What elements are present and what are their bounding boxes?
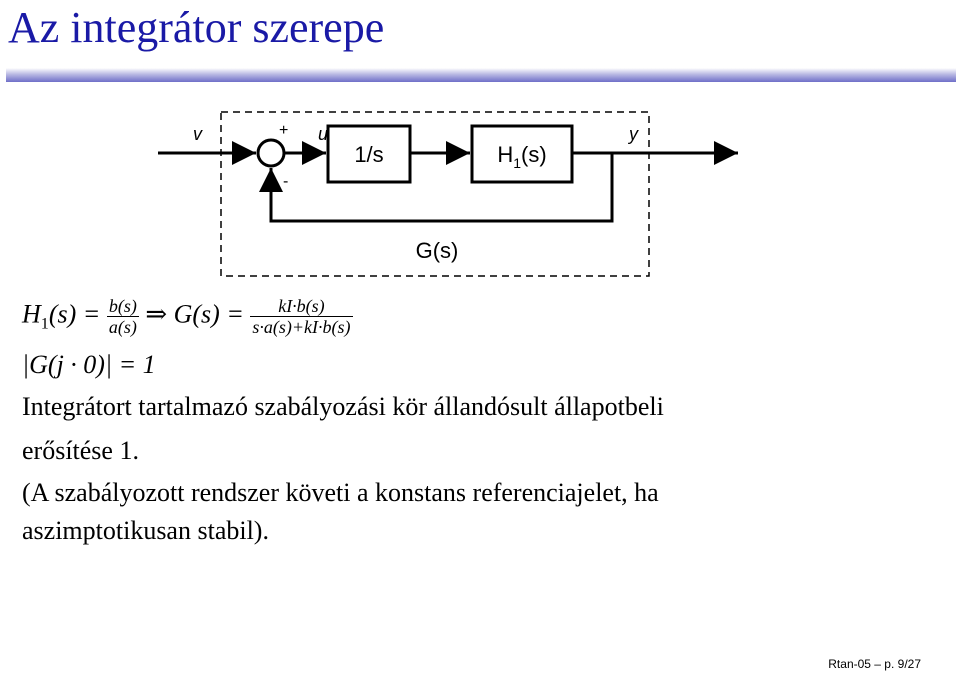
- page-footer: Rtan-05 – p. 9/27: [828, 657, 921, 671]
- h1-label: $H_1(s)$: [497, 142, 547, 171]
- implies-symbol: ⇒: [145, 299, 168, 329]
- minus-sign: -: [283, 173, 289, 190]
- h1-fraction: $\frac{b(s)}{a(s)}$: [108, 296, 137, 337]
- output-label: y: [629, 124, 638, 144]
- block-diagram: [0, 0, 960, 300]
- input-label: v: [193, 124, 202, 144]
- integrator-label: 1/s: [354, 142, 384, 167]
- text-line-3: (A szabályozott rendszer követi a konstans referenciajelet, ha: [22, 478, 659, 507]
- plus-sign: +: [279, 122, 289, 139]
- slide-title: Az integrátor szerepe: [8, 3, 385, 52]
- text-line-2: erősítése 1.: [22, 436, 139, 465]
- group-label: G(s): [415, 238, 459, 263]
- h1-equation: $H_1(s)$ = $\frac{b(s)}{a(s)}$ ⇒ G(s) = $\frac{kI\cdot b(s)}{s\cdot a(s)+kI\cdot b(s)}$: [22, 296, 351, 337]
- g-fraction: $\frac{kI\cdot b(s)}{s\cdot a(s)+kI\cdot b(s)}$: [252, 296, 351, 337]
- text-line-4: aszimptotikusan stabil).: [22, 516, 269, 545]
- summing-junction: [258, 140, 284, 166]
- gain-equation: |G(j · 0)| = 1: [22, 350, 156, 379]
- text-line-1: Integrátort tartalmazó szabályozási kör állandósult állapotbeli: [22, 392, 664, 421]
- u-label: u: [318, 124, 329, 144]
